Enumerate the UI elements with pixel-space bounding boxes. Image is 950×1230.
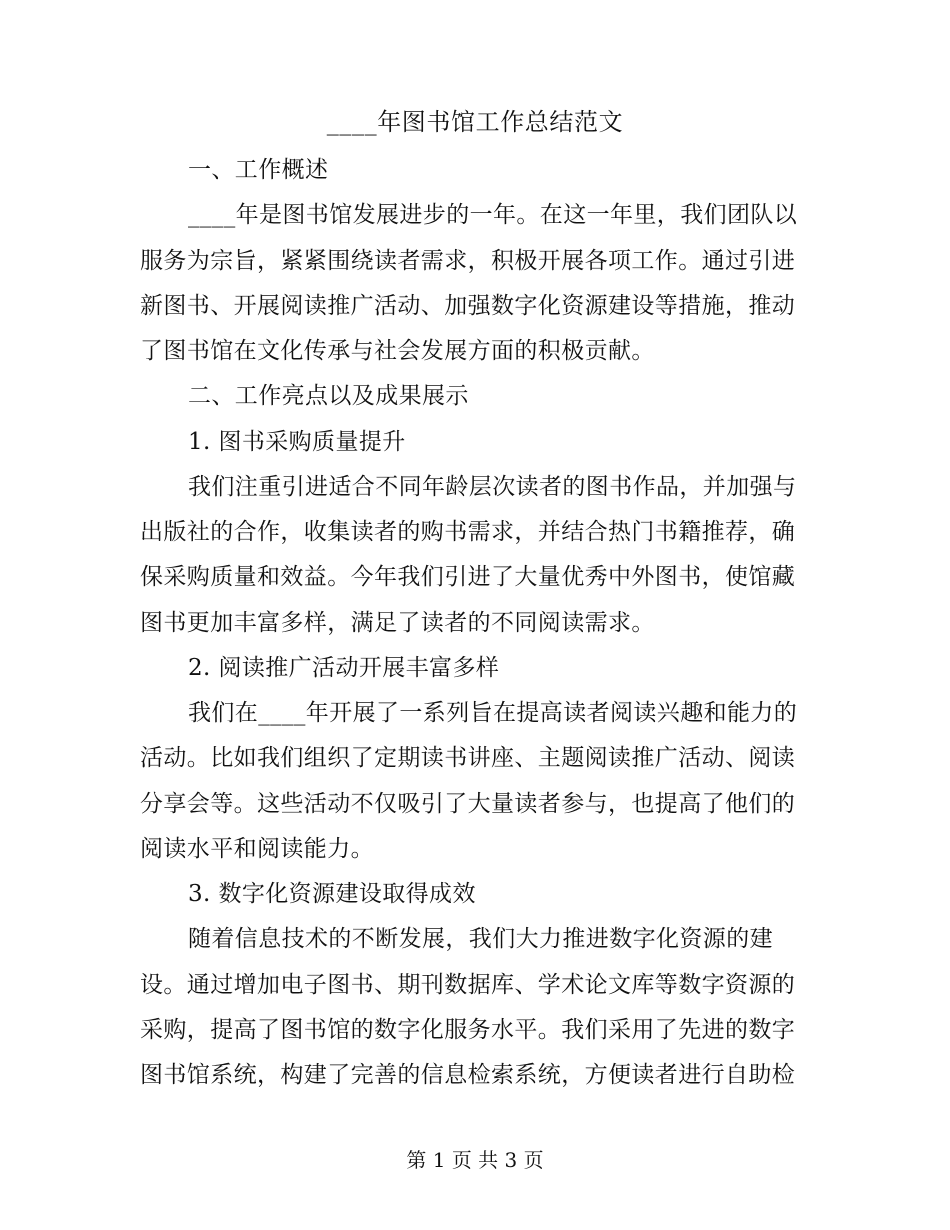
paragraph-line: 图书更加丰富多样，满足了读者的不同阅读需求。 [140,609,655,636]
page-title: ____年图书馆工作总结范文 [326,108,624,136]
document-body [140,148,820,1098]
paragraph-line: 保采购质量和效益。今年我们引进了大量优秀中外图书，使馆藏 [140,564,796,591]
paragraph-line: 服务为宗旨，紧紧围绕读者需求，积极开展各项工作。通过引进 [140,247,796,274]
paragraph-line: 设。通过增加电子图书、期刊数据库、学术论文库等数字资源的 [140,971,796,998]
paragraph-line: 采购，提高了图书馆的数字化服务水平。我们采用了先进的数字 [140,1016,796,1043]
paragraph-line: 图书馆系统，构建了完善的信息检索系统，方便读者进行自助检 [140,1062,796,1088]
paragraph-line: 我们在____年开展了一系列旨在提高读者阅读兴趣和能力的 [188,700,798,726]
paragraph-line: 新图书、开展阅读推广活动、加强数字化资源建设等措施，推动 [140,292,796,319]
section-heading-overview: 一、工作概述 [188,157,329,183]
paragraph-line: ____年是图书馆发展进步的一年。在这一年里，我们团队以 [188,202,798,229]
subsection-heading-reading-promotion: 2. 阅读推广活动开展丰富多样 [188,654,500,681]
page-number-footer: 第 1 页 共 3 页 [406,1148,544,1172]
subsection-heading-digital-resources: 3. 数字化资源建设取得成效 [188,881,476,907]
paragraph-line: 活动。比如我们组织了定期读书讲座、主题阅读推广活动、阅读 [140,745,796,772]
paragraph-line: 我们注重引进适合不同年龄层次读者的图书作品，并加强与 [188,473,797,500]
paragraph-line: 阅读水平和阅读能力。 [140,835,374,862]
paragraph-line: 出版社的合作，收集读者的购书需求，并结合热门书籍推荐，确 [140,519,796,545]
section-heading-highlights: 二、工作亮点以及成果展示 [188,383,469,410]
subsection-heading-purchasing: 1. 图书采购质量提升 [188,428,406,455]
paragraph-line: 了图书馆在文化传承与社会发展方面的积极贡献。 [140,338,655,364]
paragraph-line: 随着信息技术的不断发展，我们大力推进数字化资源的建 [188,926,773,953]
paragraph-line: 分享会等。这些活动不仅吸引了大量读者参与，也提高了他们的 [140,790,796,817]
